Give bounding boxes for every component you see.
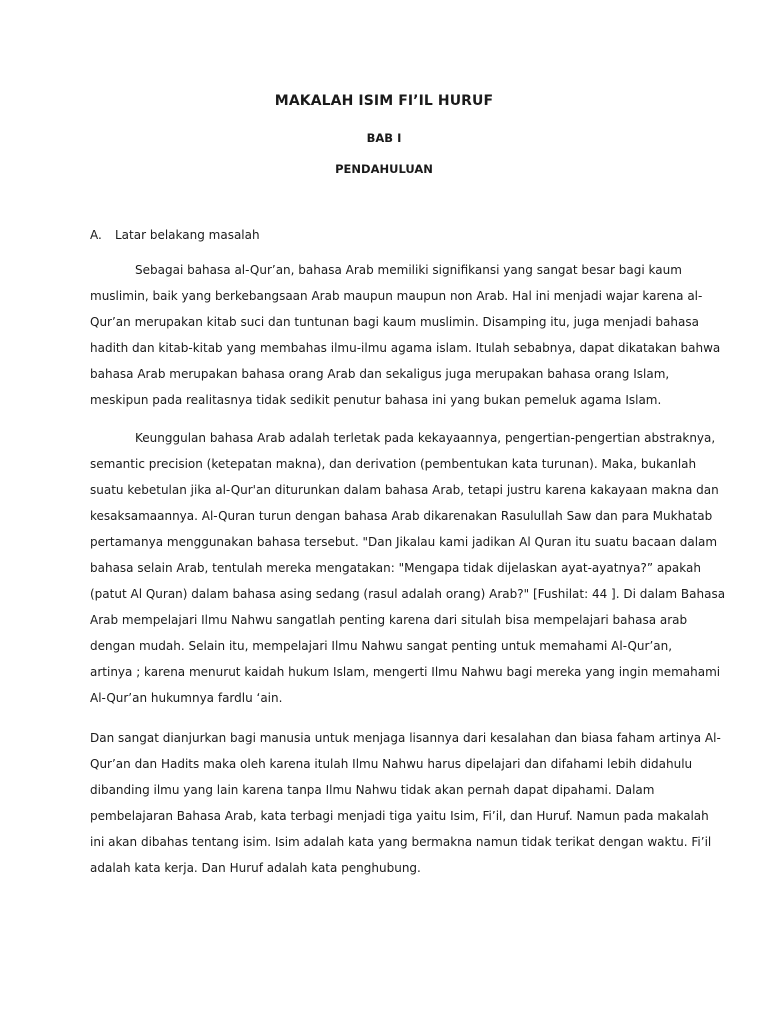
- paragraph-line: ini akan dibahas tentang isim. Isim adalah kata yang bermakna namun tidak terikat dengan waktu. Fi’il: [90, 835, 712, 849]
- paragraph-line: pertamanya menggunakan bahasa tersebut. "Dan Jikalau kami jadikan Al Quran itu suatu bacaan dalam: [90, 535, 718, 549]
- paragraph-line: muslimin, baik yang berkebangsaan Arab maupun maupun non Arab. Hal ini menjadi wajar karena al-: [90, 289, 703, 303]
- paragraph-line: dibanding ilmu yang lain karena tanpa Ilmu Nahwu tidak akan pernah dapat dipahami. Dalam: [90, 783, 655, 797]
- paragraph-line: adalah kata kerja. Dan Huruf adalah kata penghubung.: [90, 861, 421, 875]
- chapter-number: BAB I: [366, 131, 402, 145]
- document-title: MAKALAH ISIM FI’IL HURUF: [274, 93, 494, 109]
- paragraph-line: hadith dan kitab-kitab yang membahas ilmu-ilmu agama islam. Itulah sebabnya, dapat dikatakan bahwa: [90, 341, 721, 355]
- paragraph-line: bahasa selain Arab, tentulah mereka mengatakan: "Mengapa tidak dijelaskan ayat-ayatnya?” apakah: [90, 561, 701, 575]
- section-letter: A.: [90, 228, 102, 242]
- paragraph-line: Sebagai bahasa al-Qur’an, bahasa Arab memiliki signifikansi yang sangat besar bagi kaum: [135, 263, 682, 277]
- paragraph-1: [90, 257, 721, 413]
- paragraph-line: bahasa Arab merupakan bahasa orang Arab dan sekaligus juga merupakan bahasa orang Islam,: [90, 367, 670, 381]
- paragraph-line: (patut Al Quran) dalam bahasa asing sedang (rasul adalah orang) Arab?" [Fushilat: 44 ]. Di dalam Bahasa: [90, 587, 726, 601]
- paragraph-3: [90, 725, 721, 881]
- paragraph-line: pembelajaran Bahasa Arab, kata terbagi menjadi tiga yaitu Isim, Fi’il, dan Huruf. Namun pada makalah: [90, 809, 709, 823]
- paragraph-line: suatu kebetulan jika al-Qur'an diturunkan dalam bahasa Arab, tetapi justru karena kakayaan makna dan: [90, 483, 719, 497]
- paragraph-line: Qur’an dan Hadits maka oleh karena itulah Ilmu Nahwu harus dipelajari dan difahami lebih didahulu: [90, 757, 693, 771]
- paragraph-line: kesaksamaannya. Al-Quran turun dengan bahasa Arab dikarenakan Rasulullah Saw dan para Mukhatab: [90, 509, 713, 523]
- paragraph-line: Dan sangat dianjurkan bagi manusia untuk menjaga lisannya dari kesalahan dan biasa faham artinya Al-: [90, 731, 721, 745]
- paragraph-line: Al-Qur’an hukumnya fardlu ‘ain.: [90, 691, 283, 705]
- paragraph-2: [90, 425, 726, 711]
- section-heading-text: Latar belakang masalah: [115, 228, 260, 242]
- section-heading: [90, 228, 260, 242]
- paragraph-line: meskipun pada realitasnya tidak sedikit penutur bahasa ini yang bukan pemeluk agama Islam.: [90, 393, 662, 407]
- paragraph-line: Arab mempelajari Ilmu Nahwu sangatlah penting karena dari situlah bisa mempelajari bahasa arab: [90, 613, 688, 627]
- paragraph-line: dengan mudah. Selain itu, mempelajari Ilmu Nahwu sangat penting untuk memahami Al-Qur’an,: [90, 639, 673, 653]
- chapter-title: PENDAHULUAN: [335, 162, 433, 176]
- paragraph-line: Keunggulan bahasa Arab adalah terletak pada kekayaannya, pengertian-pengertian abstraknya,: [135, 431, 716, 445]
- paragraph-line: Qur’an merupakan kitab suci dan tuntunan bagi kaum muslimin. Disamping itu, juga menjadi bahasa: [90, 315, 699, 329]
- paragraph-line: semantic precision (ketepatan makna), dan derivation (pembentukan kata turunan). Maka, bukanlah: [90, 457, 697, 471]
- paragraph-line: artinya ; karena menurut kaidah hukum Islam, mengerti Ilmu Nahwu bagi mereka yang ingin memahami: [90, 665, 721, 679]
